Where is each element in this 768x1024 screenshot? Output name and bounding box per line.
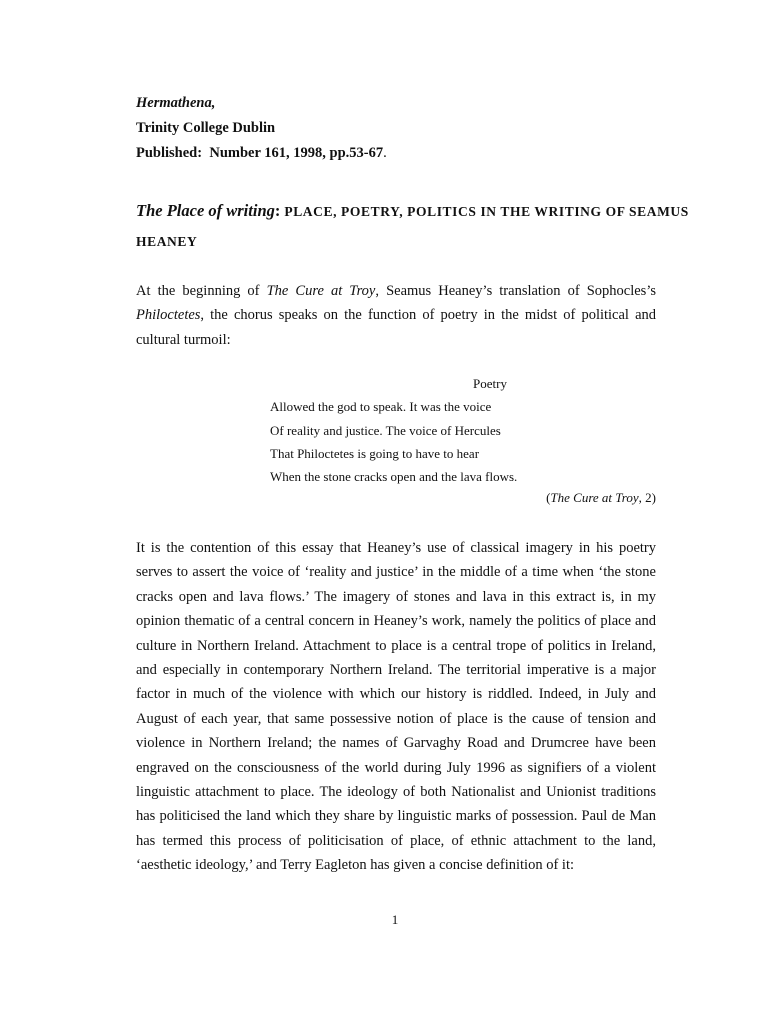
title-rest: PLACE, POETRY, POLITICS IN THE WRITING OF SEAMUS HEANEY	[136, 204, 689, 249]
title-colon: :	[274, 201, 281, 220]
intro-text-2: , Seamus Heaney’s translation of Sophocles’s	[375, 283, 656, 299]
intro-title-cure-at-troy: The Cure at Troy	[266, 283, 376, 299]
title-lead: The Place of writing	[136, 201, 275, 220]
intro-text-1: At the beginning of	[136, 283, 267, 299]
citation-rest: , 2)	[638, 490, 656, 505]
poem-line: Allowed the god to speak. It was the voice	[270, 399, 492, 415]
intro-paragraph	[136, 279, 656, 352]
publication-line	[136, 141, 676, 166]
institution-name: Trinity College Dublin	[136, 120, 276, 136]
poem-quotation	[270, 372, 660, 488]
poem-line: When the stone cracks open and the lava flows.	[270, 469, 518, 485]
citation-title: The Cure at Troy	[550, 490, 639, 505]
journal-name: Hermathena,	[136, 95, 216, 111]
published-label: Published:	[136, 145, 203, 161]
intro-text-3: , the chorus speaks on the function of poetry in the midst of political and cultural turmoil:	[136, 307, 656, 348]
publication-header	[136, 91, 676, 166]
poem-title: Poetry	[473, 376, 507, 391]
body-paragraph: It is the contention of this essay that Heaney’s use of classical imagery in his poetry serves to assert the voice of ‘reality and justice’ in the middle of a time when ‘the stone cracks open and lava flows.’ The imagery of stones and lava in this extract is, in my opinion thematic of a central concern in Heaney’s work, namely the politics of place and culture in Northern Ireland. Attachment to place is a central trope of politics in Ireland, and especially in contemporary Northern Ireland. The territorial imperative is a major factor in much of the violence with which our history is riddled. Indeed, in July and August of each year, that same possessive notion of place is the cause of tension and violence in Northern Ireland; the names of Garvaghy Road and Drumcree have been engraved on the consciousness of the world during July 1996 as signifiers of a violent linguistic attachment to place. The ideology of both Nationalist and Unionist traditions has politicised the land which they share by linguistic marks of possession. Paul de Man has termed this process of politicisation of place, of ethnic attachment to the land, ‘aesthetic ideology,’ and Terry Eagleton has given a concise definition of it:	[136, 540, 656, 874]
published-value: Number 161, 1998, pp.53-67	[209, 145, 384, 161]
intro-title-philoctetes: Philoctetes	[136, 307, 201, 324]
page-number: 1	[391, 912, 399, 927]
poem-line: Of reality and justice. The voice of Hercules	[270, 422, 501, 438]
poem-citation	[546, 490, 656, 506]
poem-line: That Philoctetes is going to have to hear	[270, 445, 480, 461]
citation-open: (	[546, 490, 551, 505]
article-title	[136, 196, 696, 257]
published-period: .	[383, 145, 387, 161]
